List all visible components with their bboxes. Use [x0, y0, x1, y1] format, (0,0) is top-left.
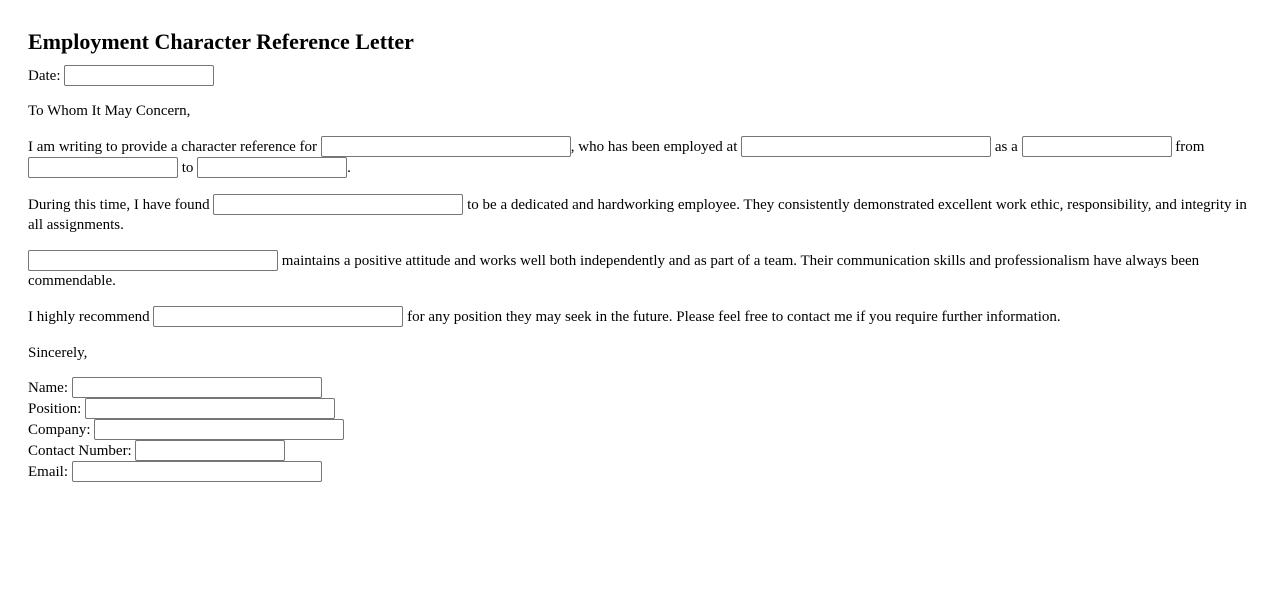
- recommend-paragraph: [28, 306, 1250, 327]
- signature-company-input[interactable]: [94, 419, 344, 440]
- signature-company-row: [28, 419, 1250, 440]
- date-input[interactable]: [64, 65, 214, 86]
- during-text-1: During this time, I have found: [28, 197, 210, 213]
- intro-text-3: as a: [994, 139, 1018, 155]
- during-text-2: to be a dedicated and hardworking employee. They consistently demonstrated excellent work ethic, responsibility, and integrity in all assignments.: [28, 197, 1247, 233]
- job-title-input[interactable]: [1022, 136, 1172, 157]
- signature-position-row: [28, 398, 1250, 419]
- signature-block: [28, 377, 1250, 482]
- during-paragraph: [28, 194, 1250, 235]
- page-title: Employment Character Reference Letter: [28, 29, 414, 54]
- salutation: To Whom It May Concern,: [28, 103, 191, 119]
- recommend-text-2: for any position they may seek in the future. Please feel free to contact me if you require further information.: [407, 309, 1061, 325]
- intro-text-5: to: [181, 160, 194, 176]
- company-input[interactable]: [741, 136, 991, 157]
- employee-name-input-2[interactable]: [213, 194, 463, 215]
- signature-email-row: [28, 461, 1250, 482]
- intro-text-6: .: [347, 160, 351, 176]
- signature-contact-row: [28, 440, 1250, 461]
- signature-position-label: Position:: [28, 401, 82, 417]
- employee-name-input-4[interactable]: [153, 306, 403, 327]
- intro-text-2: , who has been employed at: [570, 139, 738, 155]
- recommend-text-1: I highly recommend: [28, 309, 150, 325]
- signature-name-row: [28, 377, 1250, 398]
- signature-contact-input[interactable]: [135, 440, 285, 461]
- date-label: Date:: [28, 68, 61, 84]
- end-date-input[interactable]: [197, 157, 347, 178]
- signature-position-input[interactable]: [85, 398, 335, 419]
- employee-name-input-3[interactable]: [28, 250, 278, 271]
- closing: Sincerely,: [28, 345, 88, 361]
- employee-name-input[interactable]: [321, 136, 571, 157]
- signature-contact-label: Contact Number:: [28, 443, 132, 459]
- intro-paragraph: [28, 136, 1250, 178]
- intro-text-4: from: [1175, 139, 1205, 155]
- signature-email-input[interactable]: [72, 461, 322, 482]
- signature-name-label: Name:: [28, 380, 68, 396]
- maintains-text: maintains a positive attitude and works well both independently and as part of a team. Their communication skills and professionalism have always been commendable.: [28, 253, 1200, 289]
- signature-company-label: Company:: [28, 422, 91, 438]
- start-date-input[interactable]: [28, 157, 178, 178]
- intro-text-1: I am writing to provide a character reference for: [28, 139, 318, 155]
- signature-name-input[interactable]: [72, 377, 322, 398]
- signature-email-label: Email:: [28, 464, 68, 480]
- date-line: [28, 65, 1250, 86]
- maintains-paragraph: [28, 250, 1250, 291]
